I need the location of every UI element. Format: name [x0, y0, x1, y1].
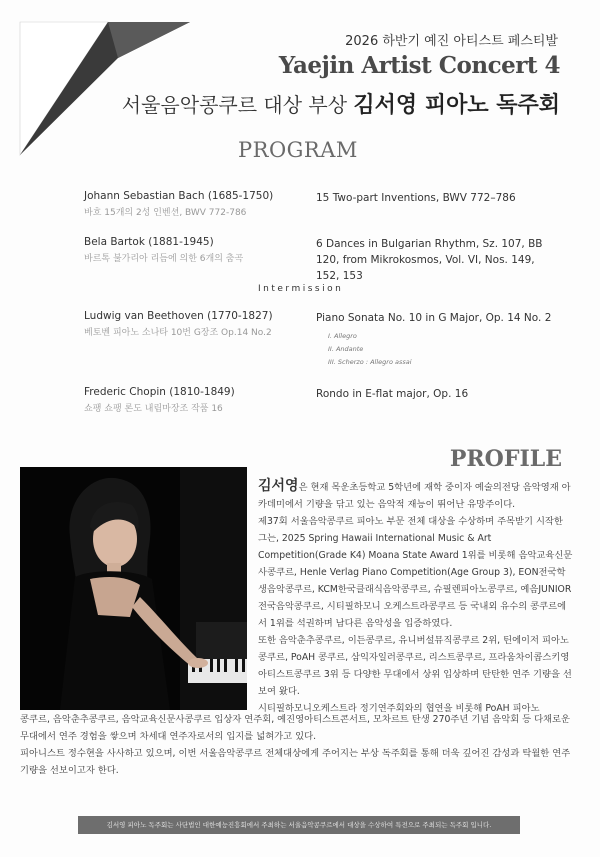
subtitle-prefix: 서울음악콩쿠르 대상 부상 — [121, 93, 348, 117]
work-title-text: Piano Sonata No. 10 in G Major, Op. 14 No. 2 — [316, 312, 552, 324]
recital-subtitle — [122, 88, 560, 119]
composer-name: Johann Sebastian Bach (1685-1750) — [84, 190, 274, 202]
composer-korean: 바르톡 불가리아 리듬에 의한 6개의 춤곡 — [84, 254, 244, 264]
program-item-bartok — [84, 236, 554, 282]
bio-paragraph: 김서영은 현재 목운초등학교 5학년에 재학 중이자 예술의전당 음악영재 아카데미에서 기량을 닦고 있는 음악적 재능이 뛰어난 유망주이다. — [258, 478, 571, 510]
composer-name: Frederic Chopin (1810-1849) — [84, 386, 235, 398]
program-item-bach — [84, 190, 554, 218]
composer-korean: 베토벤 피아노 소나타 10번 G장조 Op.14 No.2 — [84, 328, 272, 338]
concert-title: Yaejin Artist Concert 4 — [278, 52, 560, 79]
composer-korean: 쇼팽 쇼팽 론도 내림마장조 작품 16 — [84, 404, 223, 414]
program-heading: PROGRAM — [238, 138, 358, 162]
profile-heading: PROFILE — [449, 446, 562, 472]
movement-list — [316, 330, 556, 369]
bio-paragraph: 또한 음악춘추콩쿠르, 이든콩쿠르, 유니버설뮤직콩쿠르 2위, 틴에이저 피아노콩쿠르, PoAH 콩쿠르, 삼익자일러콩쿠르, 리스트콩쿠르, 프라움차이콥스키영아티스트콩쿠르 3위 등 다양한 무대에서 상위 입상하며 탄탄한 연주 기량을 선보여 왔다. — [258, 635, 572, 697]
pianist-name: 김서영 — [258, 478, 299, 494]
bio-paragraph: 피아니스트 정수현을 사사하고 있으며, 이번 서울음악콩쿠르 전체대상에게 주어지는 부상 독주회를 통해 더욱 깊어진 감성과 탁월한 연주 기량을 선보이고자 한다. — [20, 748, 571, 776]
festival-line: 2026 하반기 예진 아티스트 페스티발 — [345, 34, 558, 49]
footer-note: 김서영 피아노 독주회는 사단법인 대한예능진흥회에서 주최하는 서울음악콩쿠르에서 대상을 수상하여 특전으로 주최되는 독주회 입니다. — [78, 816, 520, 834]
composer-korean: 바흐 15개의 2성 인벤션, BWV 772-786 — [84, 208, 247, 218]
pianist-photo — [20, 467, 247, 710]
work-title — [316, 310, 556, 369]
movement-item: II. Andante — [328, 345, 364, 353]
movement-item: III. Scherzo : Allegro assai — [328, 358, 412, 366]
bio-paragraph: 제37회 서울음악콩쿠르 피아노 부문 전체 대상을 수상하며 주목받기 시작한 그는, 2025 Spring Hawaii International Music & Art Competition(Grade K4) Moana State Award 1위를 비롯해 음악교육신문사콩쿠르, Henle Verlag Piano Competition(Age Group 3), EON전국학생음악콩쿠르, KCM한국클래식음악콩쿠르, 슈필렌피아노콩쿠르, 예음JUNIOR전국음악콩쿠르, 시티필하모니 오케스트라콩쿠르 등 국내외 유수의 콩쿠르에서 1위를 석권하며 남다른 음악성을 입증하였다. — [258, 516, 573, 629]
bio-paragraph: 콩쿠르, 음악춘추콩쿠르, 음악교육신문사콩쿠르 입상자 연주회, 예진영아티스트콘서트, 모차르트 탄생 270주년 기념 음악회 등 다채로운 무대에서 연주 경험을 쌓으며 차세대 연주자로서의 입지를 넓혀가고 있다. — [20, 714, 570, 742]
profile-bio-full — [20, 711, 576, 779]
pianist-illustration — [20, 467, 247, 710]
profile-bio-side — [258, 478, 574, 717]
work-title: 15 Two-part Inventions, BWV 772–786 — [316, 192, 516, 204]
work-title: Rondo in E-flat major, Op. 16 — [316, 388, 469, 400]
movement-item: I. Allegro — [328, 332, 357, 340]
composer-name: Bela Bartok (1881-1945) — [84, 236, 214, 248]
program-item-chopin — [84, 386, 554, 414]
bio-paragraph: 시티필하모니오케스트라 정기연주회와의 협연을 비롯해 PoAH 피아노 — [258, 703, 540, 714]
composer-name: Ludwig van Beethoven (1770-1827) — [84, 310, 273, 322]
recital-name: 김서영 피아노 독주회 — [353, 93, 560, 118]
intermission-label: Intermission — [258, 284, 344, 294]
work-title: 6 Dances in Bulgarian Rhythm, Sz. 107, BB 120, from Mikrokosmos, Vol. VI, Nos. 149, 152, 153 — [316, 238, 543, 282]
program-item-beethoven — [84, 310, 554, 366]
